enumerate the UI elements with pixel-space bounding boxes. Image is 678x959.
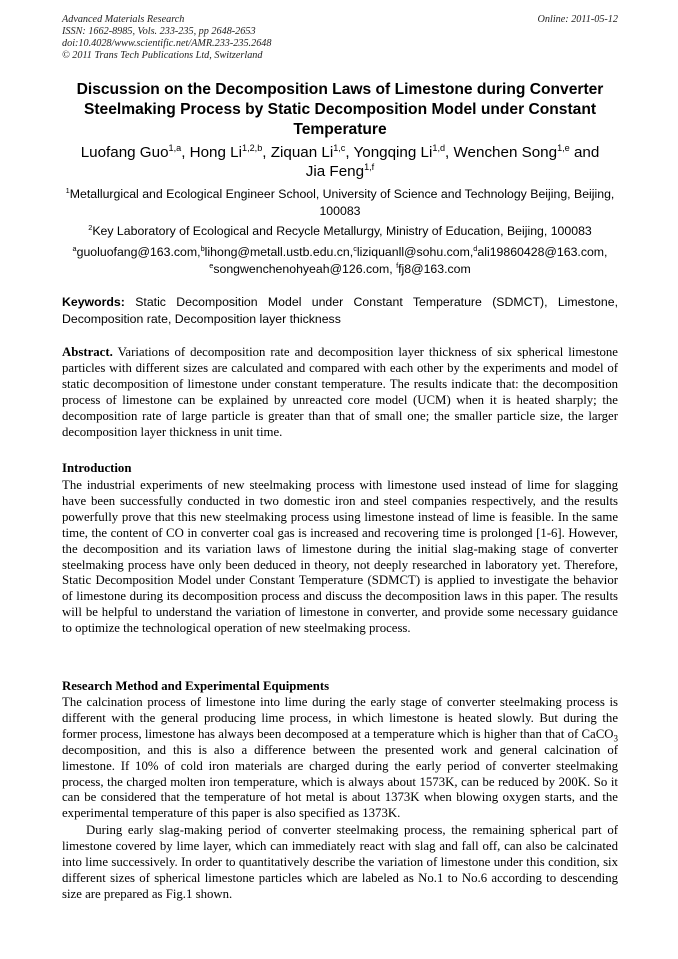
abstract-text: Variations of decomposition rate and decomposition layer thickness of six spherical limestone particles with different sizes are calculated and compared with each other by the experiments and model of static decomposition of limestone under constant temperature. The results indicate that: the decomposition process of limestone can be explained by unreacted core model (UCM) when it is heated sharply; the decomposition rate of large particle is greater than that of small one; the smaller particle size, the larger decomposition layer thickness in unit time. bbox=[62, 345, 618, 439]
abstract-block bbox=[62, 345, 618, 440]
email-sup: b bbox=[200, 243, 205, 253]
affiliation-text: Key Laboratory of Ecological and Recycle Metallurgy, Ministry of Education, Beijing, 100083 bbox=[92, 224, 592, 238]
author-sup: 1,f bbox=[364, 161, 375, 172]
method-paragraph-2: During early slag-making period of converter steelmaking process, the remaining spherical part of limestone covered by lime layer, which can immediately react with slag and fall off, can also be calcinated into lime successively. In order to quantitatively describe the variation of limestone under this condition, six different sizes of spherical limestone particles which are labeled as No.1 to No.6 according to descending size are prepared as Fig.1 shown. bbox=[62, 823, 618, 901]
author-name: Luofang Guo bbox=[80, 144, 169, 161]
keywords-block bbox=[62, 294, 618, 328]
affiliation-text: Metallurgical and Ecological Engineer School, University of Science and Technology Beijing, Beijing, 100083 bbox=[69, 187, 615, 218]
keywords-label: Keywords: bbox=[62, 295, 125, 309]
email-address[interactable]: ali19860428@163.com, bbox=[477, 245, 608, 259]
author-sup: 1,2,b bbox=[242, 142, 263, 153]
email-sup: a bbox=[72, 243, 77, 253]
issn-line: ISSN: 1662-8985, Vols. 233-235, pp 2648-2653 bbox=[62, 26, 256, 37]
author-sup: 1,e bbox=[557, 142, 570, 153]
author-sep: , bbox=[262, 144, 271, 161]
affiliation-2 bbox=[62, 223, 618, 240]
email-list bbox=[62, 244, 618, 278]
author-sup: 1,a bbox=[168, 142, 182, 153]
author-name: Hong Li bbox=[189, 144, 242, 161]
method-text-b: decomposition, and this is also a difference between the presented work and general calcination of limestone. If 10% of cold iron materials are charged during the early period of converter steelmaking process, the charged molten iron temperature, which is always about 1573K, can be reduced by 200K. So it can be considered that the temperature of hot metal is about 1373K when blowing oxygen starts, and the experimental temperature of this paper is also specified as 1373K. bbox=[62, 742, 618, 821]
author-name: Wenchen Song bbox=[453, 144, 558, 161]
method-paragraph-1 bbox=[62, 695, 618, 822]
author-list bbox=[62, 143, 618, 181]
method-text-a: The calcination process of limestone into lime during the early stage of converter steelmaking process is different with the general producing lime process, in which limestone is heated slowly. But during the former process, limestone has always been decomposed at a temperature which is higher than that of CaCO bbox=[62, 695, 618, 741]
email-address[interactable]: lihong@metall.ustb.edu.cn, bbox=[204, 245, 354, 259]
author-name: Yongqing Li bbox=[353, 144, 433, 161]
copyright-line: © 2011 Trans Tech Publications Ltd, Switzerland bbox=[62, 50, 263, 61]
email-sup: d bbox=[473, 243, 478, 253]
subscript: 3 bbox=[613, 733, 618, 744]
paper-title: Discussion on the Decomposition Laws of Limestone during Converter Steelmaking Process by Static Decomposition Model under Constant Temperature bbox=[76, 81, 604, 138]
author-sep: and bbox=[569, 144, 600, 161]
method-heading: Research Method and Experimental Equipments bbox=[62, 679, 330, 693]
author-sep: , bbox=[345, 144, 354, 161]
journal-name: Advanced Materials Research bbox=[62, 14, 185, 25]
author-sep: , bbox=[181, 144, 190, 161]
email-address[interactable]: guoluofang@163.com, bbox=[76, 245, 201, 259]
author-name: Jia Feng bbox=[305, 163, 365, 180]
online-date: Online: 2011-05-12 bbox=[537, 14, 618, 25]
author-sep: , bbox=[445, 144, 454, 161]
email-address[interactable]: fj8@163.com bbox=[398, 262, 471, 276]
affiliation-sup: 2 bbox=[88, 222, 93, 232]
email-sup: e bbox=[209, 260, 214, 270]
doi-line: doi:10.4028/www.scientific.net/AMR.233-235.2648 bbox=[62, 38, 272, 49]
affiliation-sup: 1 bbox=[65, 185, 70, 195]
journal-header bbox=[62, 14, 618, 62]
author-name: Ziquan Li bbox=[270, 144, 334, 161]
author-sup: 1,d bbox=[432, 142, 446, 153]
author-sup: 1,c bbox=[333, 142, 346, 153]
keywords-text: Static Decomposition Model under Constant Temperature (SDMCT), Limestone, Decomposition rate, Decomposition layer thickness bbox=[62, 295, 618, 326]
email-sup: f bbox=[396, 260, 399, 270]
email-address[interactable]: songwenchenohyeah@126.com, bbox=[213, 262, 393, 276]
affiliation-1 bbox=[62, 186, 618, 220]
introduction-heading: Introduction bbox=[62, 461, 132, 475]
abstract-label: Abstract. bbox=[62, 345, 113, 359]
introduction-paragraph: The industrial experiments of new steelmaking process with limestone used instead of lime for slagging have been successfully conducted in two domestic iron and steel companies respectively, and the results powerfully prove that this new steelmaking process using limestone instead of lime is feasible. In the same time, the content of CO in converter coal gas is increased and recovering time is prolonged [1-6]. However, the decomposition and its variation laws of limestone during the initial slag-making stage of converter steelmaking process have only been deduced in theory, not deeply researched in laboratory yet. Therefore, Static Decomposition Model under Constant Temperature (SDMCT) is applied to investigate the behavior of limestone during its decomposition process and discuss the decomposition laws in this paper. The results will be helpful to understand the variation of limestone in converter, and provide some necessary guidance to optimize the technological operation of new steelmaking process. bbox=[62, 478, 618, 636]
email-sup: c bbox=[353, 243, 357, 253]
email-address[interactable]: liziquanll@sohu.com, bbox=[356, 245, 474, 259]
